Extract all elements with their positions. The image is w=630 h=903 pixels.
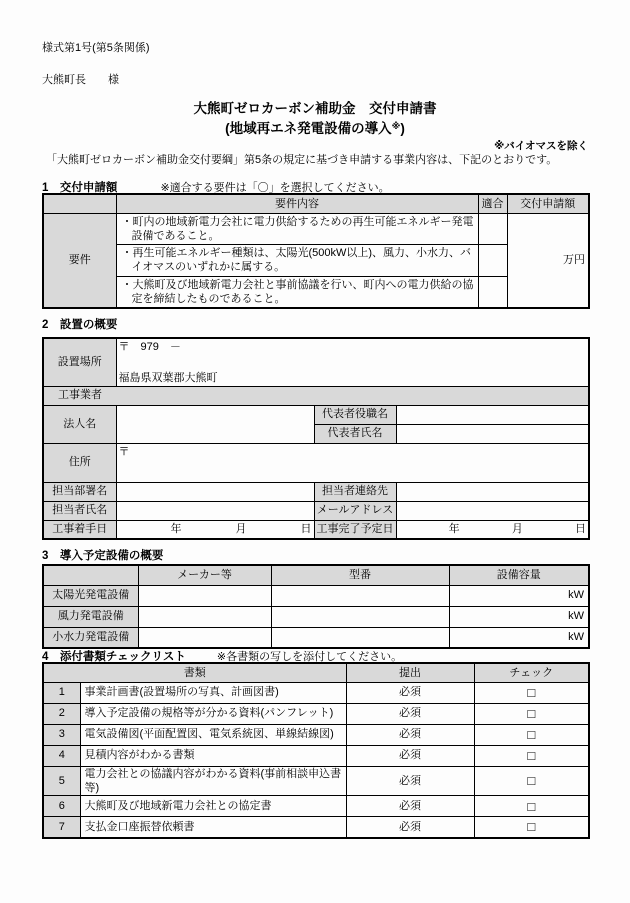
row-6-submit: 必須	[346, 796, 474, 817]
title-line2-text: (地域再エネ発電設備の導入	[225, 120, 392, 136]
row-5-number: 5	[43, 766, 80, 796]
s4-header-check: チェック	[474, 663, 589, 682]
s3-header-blank	[43, 565, 138, 585]
email-label: メールアドレス	[314, 501, 396, 520]
checklist-row-7	[43, 817, 589, 838]
planned-equipment-table	[42, 564, 590, 649]
location-postal-code[interactable]: 〒 979 －	[118, 341, 181, 353]
row-3-document: 電気設備図(平面配置図、電気系統図、単線結線図)	[80, 724, 346, 745]
attachment-checklist-table	[42, 662, 590, 839]
checklist-row-4	[43, 745, 589, 766]
s1-header-amount: 交付申請額	[507, 194, 589, 213]
title-asterisk-mark: ※	[391, 120, 401, 131]
s1-header-fit: 適合	[478, 194, 507, 213]
start-year-label: 年	[170, 523, 182, 536]
row-7-checkbox[interactable]: □	[474, 817, 589, 838]
construction-start-label: 工事着手日	[43, 520, 116, 539]
installation-overview-table	[42, 337, 590, 540]
checklist-row-5	[43, 766, 589, 796]
fit-input-cell-1[interactable]	[478, 213, 507, 245]
row-3-submit: 必須	[346, 724, 474, 745]
s3-header-model: 型番	[271, 565, 449, 585]
requirement-3-text: ・大熊町及び地域新電力会社と事前協議を行い、町内への電力供給の協定を締結したものであること。	[116, 276, 478, 308]
address-input-cell[interactable]	[116, 443, 589, 482]
fit-input-cell-2[interactable]	[478, 245, 507, 277]
row-3-checkbox[interactable]: □	[474, 724, 589, 745]
start-day-label: 日	[300, 523, 312, 536]
requirements-label: 要件	[43, 213, 116, 308]
wind-equipment-label: 風力発電設備	[43, 606, 138, 627]
end-year-label: 年	[448, 523, 460, 536]
location-label: 設置場所	[43, 338, 116, 386]
s3-header-capacity: 設備容量	[449, 565, 589, 585]
row-5-document: 電力会社との協議内容がわかる資料(事前相談申込書等)	[80, 766, 346, 796]
checklist-row-2	[43, 703, 589, 724]
requirement-2-text: ・再生可能エネルギー種類は、太陽光(500kW以上)、風力、小水力、バイオマスのいずれかに属する。	[116, 245, 478, 277]
s4-header-doc: 書類	[43, 663, 346, 682]
row-6-document: 大熊町及び地域新電力会社との協定書	[80, 796, 346, 817]
addressee: 大熊町長 様	[42, 74, 119, 86]
biomass-exclusion-note: ※バイオマスを除く	[494, 140, 588, 152]
solar-maker-input-cell[interactable]	[138, 585, 271, 606]
checklist-row-3	[43, 724, 589, 745]
dept-label: 担当部署名	[43, 482, 116, 501]
contact-input-cell[interactable]	[396, 482, 589, 501]
solar-model-input-cell[interactable]	[271, 585, 449, 606]
person-name-input-cell[interactable]	[116, 501, 314, 520]
row-7-document: 支払金口座振替依頼書	[80, 817, 346, 838]
hydro-capacity-cell[interactable]: kW	[449, 627, 589, 648]
fit-input-cell-3[interactable]	[478, 276, 507, 308]
email-input-cell[interactable]	[396, 501, 589, 520]
dept-input-cell[interactable]	[116, 482, 314, 501]
rep-name-input-cell[interactable]	[396, 424, 589, 443]
section4-heading: 4 添付書類チェックリスト	[42, 651, 186, 663]
address-label: 住所	[43, 443, 116, 482]
row-6-checkbox[interactable]: □	[474, 796, 589, 817]
row-4-submit: 必須	[346, 745, 474, 766]
document-title-line2	[0, 118, 630, 138]
document-title	[0, 100, 630, 137]
section4-note: ※各書類の写しを添付してください。	[216, 651, 403, 663]
rep-title-label: 代表者役職名	[314, 405, 396, 424]
address-postal-mark: 〒	[118, 445, 130, 458]
row-5-checkbox[interactable]: □	[474, 766, 589, 796]
corporate-name-label: 法人名	[43, 405, 116, 443]
grant-amount-unit[interactable]: 万円	[507, 213, 589, 308]
row-4-number: 4	[43, 745, 80, 766]
checklist-row-6	[43, 796, 589, 817]
row-7-submit: 必須	[346, 817, 474, 838]
wind-model-input-cell[interactable]	[271, 606, 449, 627]
row-4-checkbox[interactable]: □	[474, 745, 589, 766]
construction-end-date-cell[interactable]	[396, 520, 589, 539]
row-2-document: 導入予定設備の規格等が分かる資料(パンフレット)	[80, 703, 346, 724]
checklist-row-1	[43, 682, 589, 703]
section2-heading: 2 設置の概要	[42, 319, 118, 331]
row-6-number: 6	[43, 796, 80, 817]
construction-end-label: 工事完了予定日	[314, 520, 396, 539]
section1-note: ※適合する要件は「〇」を選択してください。	[160, 182, 390, 194]
end-month-label: 月	[511, 523, 523, 536]
section1-heading: 1 交付申請額	[42, 182, 118, 194]
row-1-checkbox[interactable]: □	[474, 682, 589, 703]
row-2-checkbox[interactable]: □	[474, 703, 589, 724]
corporate-name-input-cell[interactable]	[116, 405, 314, 443]
requirement-1-text: ・町内の地域新電力会社に電力供給するための再生可能エネルギー発電設備であること。	[116, 213, 478, 245]
s1-header-blank	[43, 194, 116, 213]
row-2-number: 2	[43, 703, 80, 724]
person-name-label: 担当者氏名	[43, 501, 116, 520]
hydro-equipment-label: 小水力発電設備	[43, 627, 138, 648]
title-line2-close: )	[400, 120, 405, 136]
form-number: 様式第1号(第5条関係)	[42, 42, 150, 54]
row-3-number: 3	[43, 724, 80, 745]
row-1-document: 事業計画書(設置場所の写真、計画図書)	[80, 682, 346, 703]
document-title-line1: 大熊町ゼロカーボン補助金 交付申請書	[193, 101, 437, 116]
location-address[interactable]: 福島県双葉郡大熊町	[118, 372, 218, 385]
solar-capacity-cell[interactable]: kW	[449, 585, 589, 606]
hydro-maker-input-cell[interactable]	[138, 627, 271, 648]
construction-start-date-cell[interactable]	[116, 520, 314, 539]
s4-header-submit: 提出	[346, 663, 474, 682]
row-7-number: 7	[43, 817, 80, 838]
row-2-submit: 必須	[346, 703, 474, 724]
contractor-band: 工事業者	[43, 386, 589, 405]
s3-header-maker: メーカー等	[138, 565, 271, 585]
rep-title-input-cell[interactable]	[396, 405, 589, 424]
contact-label: 担当者連絡先	[314, 482, 396, 501]
wind-maker-input-cell[interactable]	[138, 606, 271, 627]
s1-header-content: 要件内容	[116, 194, 478, 213]
row-4-document: 見積内容がわかる書類	[80, 745, 346, 766]
row-1-number: 1	[43, 682, 80, 703]
wind-capacity-cell[interactable]: kW	[449, 606, 589, 627]
end-day-label: 日	[575, 523, 587, 536]
location-input-cell[interactable]	[116, 338, 589, 386]
start-month-label: 月	[235, 523, 247, 536]
section3-heading: 3 導入予定設備の概要	[42, 550, 164, 562]
hydro-model-input-cell[interactable]	[271, 627, 449, 648]
rep-name-label: 代表者氏名	[314, 424, 396, 443]
solar-equipment-label: 太陽光発電設備	[43, 585, 138, 606]
row-1-submit: 必須	[346, 682, 474, 703]
grant-amount-table	[42, 193, 590, 309]
row-5-submit: 必須	[346, 766, 474, 796]
intro-sentence: 「大熊町ゼロカーボン補助金交付要綱」第5条の規定に基づき申請する事業内容は、下記のとおりです。	[46, 154, 558, 166]
